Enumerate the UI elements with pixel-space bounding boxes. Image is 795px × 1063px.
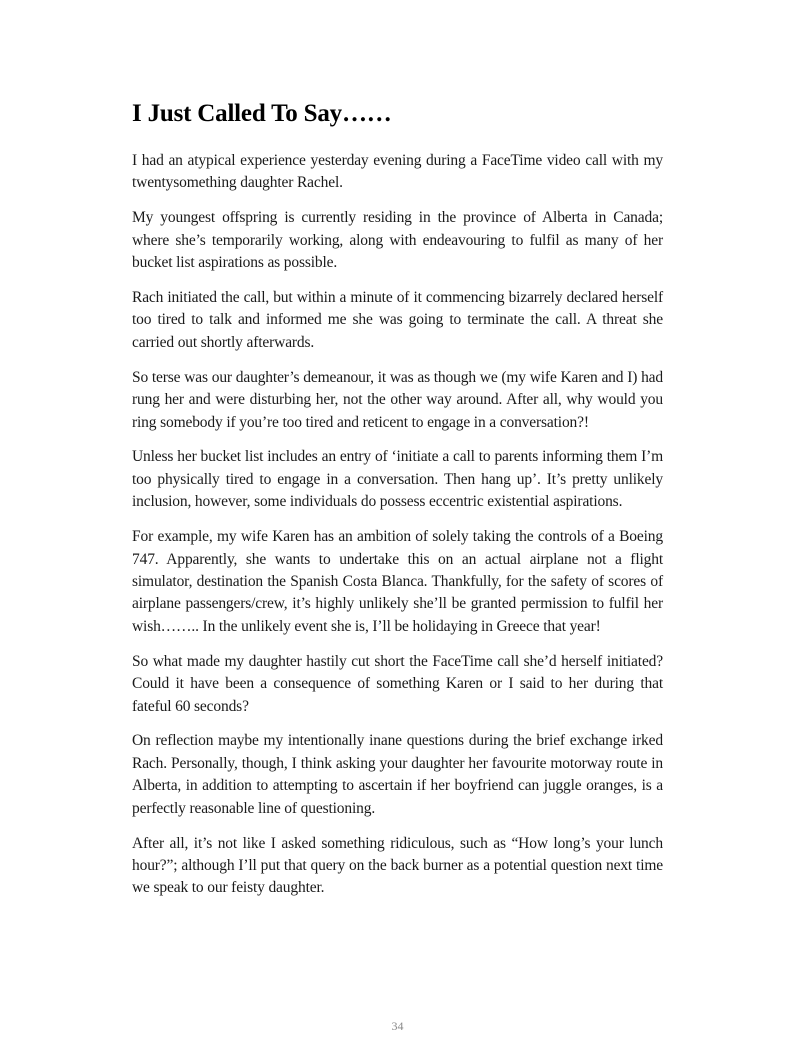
paragraph-4: So terse was our daughter’s demeanour, it was as though we (my wife Karen and I) had rung her and were disturbing her, not the other way around. After all, why would you ring somebody if you’re too tired and reticent to engage in a conversation?! — [132, 368, 663, 431]
paragraph-8: On reflection maybe my intentionally inane questions during the brief exchange irked Rach. Personally, though, I think asking your daughter her favourite motorway route in Alberta, in addition to attempting to ascertain if her boyfriend can juggle oranges, is a perfectly reasonable line of questioning. — [132, 732, 663, 817]
paragraph-5: Unless her bucket list includes an entry of ‘initiate a call to parents informing them I’m too physically tired to engage in a conversation. Then hang up’. It’s pretty unlikely inclusion, however, some individuals do possess eccentric existential aspirations. — [132, 448, 663, 511]
page-number: 34 — [391, 1019, 404, 1033]
page-title: I Just Called To Say…… — [132, 100, 392, 127]
paragraph-7: So what made my daughter hastily cut short the FaceTime call she’d herself initiated?Could it have been a consequence of something Karen or I said to her during that fateful 60 seconds? — [132, 652, 663, 715]
paragraph-9: After all, it’s not like I asked something ridiculous, such as “How long’s your lunch hour?”; although I’ll put that query on the back burner as a potential question next time we speak to our feisty daughter. — [132, 834, 663, 897]
paragraph-6: For example, my wife Karen has an ambition of solely taking the controls of a Boeing 747. Apparently, she wants to undertake this on an actual airplane not a flight simulator, destination the Spanish Costa Blanca. Thankfully, for the safety of scores of airplane passengers/crew, it’s highly unlikely she’ll be granted permission to fulfil her wish…….. In the unlikely event she is, I’ll be holidaying in Greece that year! — [132, 528, 663, 635]
paragraph-3: Rach initiated the call, but within a minute of it commencing bizarrely declared herself too tired to talk and informed me she was going to terminate the call. A threat she carried out shortly afterwards. — [132, 289, 663, 351]
paragraph-1: I had an atypical experience yesterday evening during a FaceTime video call with my twentysomething daughter Rachel. — [132, 152, 663, 192]
paragraph-2: My youngest offspring is currently residing in the province of Alberta in Canada; where she’s temporarily working, along with endeavouring to fulfil as many of her bucket list aspirations as possible. — [132, 209, 663, 272]
article-body — [132, 150, 663, 912]
